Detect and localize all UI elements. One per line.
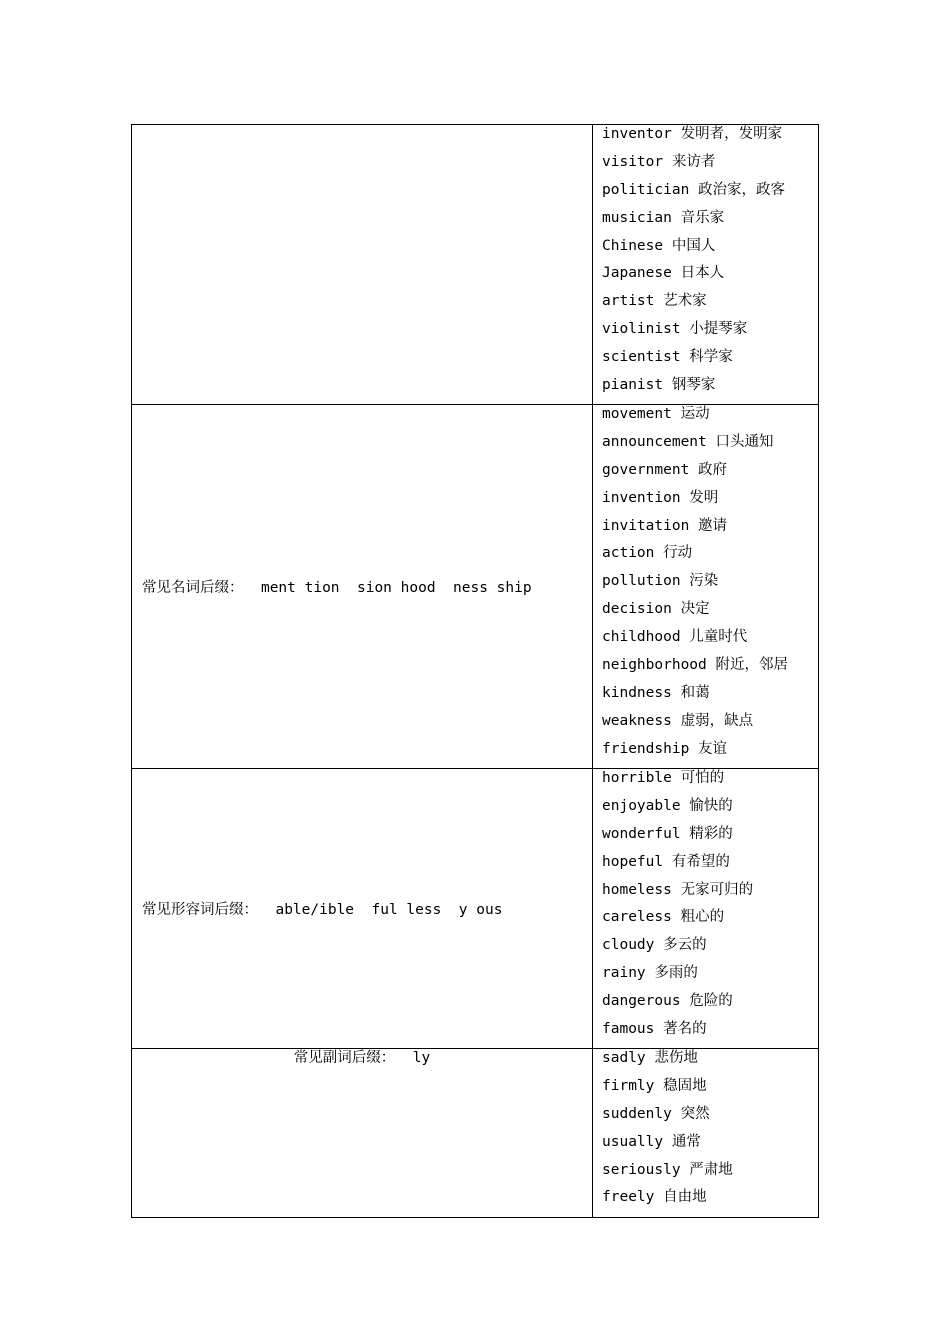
- word-list-cell: [593, 1049, 819, 1218]
- list-item: seriously 严肃地: [602, 1161, 733, 1178]
- list-item: politician 政治家，政客: [602, 181, 786, 198]
- table-row: [132, 125, 819, 405]
- list-item: hopeful 有希望的: [602, 853, 730, 870]
- list-item: announcement 口头通知: [602, 433, 774, 450]
- list-item: government 政府: [602, 461, 728, 478]
- list-item: homeless 无家可归的: [602, 881, 754, 898]
- list-item: decision 决定: [602, 601, 710, 618]
- list-item: weakness 虚弱，缺点: [602, 712, 754, 729]
- list-item: neighborhood 附近，邻居: [602, 657, 788, 674]
- list-item: dangerous 危险的: [602, 993, 733, 1010]
- noun-suffix-label: 常见名词后缀： ment tion sion hood ness ship: [142, 580, 532, 596]
- list-item: famous 著名的: [602, 1021, 707, 1038]
- suffix-cell: [132, 769, 593, 1049]
- table-row: [132, 1049, 819, 1218]
- list-item: visitor 来访者: [602, 153, 716, 170]
- list-item: horrible 可怕的: [602, 770, 725, 786]
- suffix-cell: [132, 125, 593, 405]
- list-item: pianist 钢琴家: [602, 377, 716, 394]
- list-item: movement 运动: [602, 406, 710, 422]
- list-item: action 行动: [602, 545, 693, 562]
- list-item: rainy 多雨的: [602, 965, 698, 982]
- list-item: kindness 和蔼: [602, 684, 710, 701]
- list-item: cloudy 多云的: [602, 937, 707, 954]
- list-item: friendship 友谊: [602, 740, 728, 757]
- list-item: firmly 稳固地: [602, 1077, 707, 1094]
- list-item: musician 音乐家: [602, 209, 725, 226]
- list-item: artist 艺术家: [602, 293, 707, 310]
- list-item: Chinese 中国人: [602, 237, 716, 254]
- list-item: childhood 儿童时代: [602, 629, 748, 646]
- suffix-cell: [132, 1049, 593, 1218]
- adjective-suffix-label: 常见形容词后缀： able/ible ful less y ous: [142, 902, 503, 918]
- word-list-cell: [593, 769, 819, 1049]
- list-item: usually 通常: [602, 1133, 701, 1150]
- list-item: sadly 悲伤地: [602, 1050, 698, 1066]
- list-item: inventor 发明者，发明家: [602, 126, 783, 142]
- list-item: invitation 邀请: [602, 517, 728, 534]
- list-item: scientist 科学家: [602, 349, 733, 366]
- list-item: freely 自由地: [602, 1189, 707, 1206]
- suffix-cell: [132, 405, 593, 769]
- table-row: [132, 769, 819, 1049]
- word-list-cell: [593, 125, 819, 405]
- list-item: careless 粗心的: [602, 909, 725, 926]
- list-item: enjoyable 愉快的: [602, 797, 733, 814]
- list-item: pollution 污染: [602, 573, 719, 590]
- list-item: violinist 小提琴家: [602, 321, 748, 338]
- word-list-cell: [593, 405, 819, 769]
- table-row: [132, 405, 819, 769]
- adverb-suffix-label: 常见副词后缀： ly: [293, 1050, 431, 1066]
- list-item: suddenly 突然: [602, 1105, 710, 1122]
- suffix-table: [131, 124, 819, 1218]
- list-item: invention 发明: [602, 489, 719, 506]
- list-item: wonderful 精彩的: [602, 825, 733, 842]
- list-item: Japanese 日本人: [602, 265, 725, 282]
